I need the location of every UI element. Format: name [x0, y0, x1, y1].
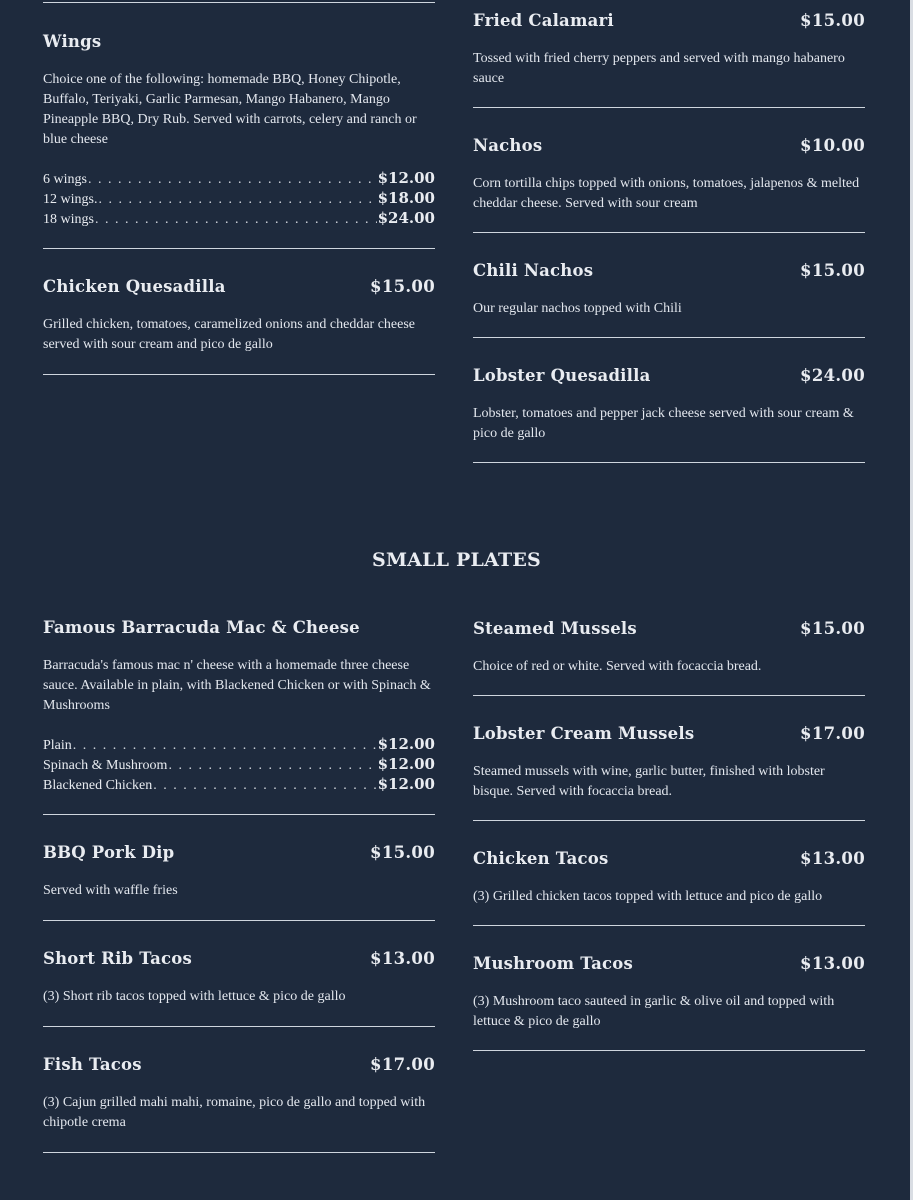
variant-name: 6 wings	[43, 172, 87, 187]
item-description: Corn tortilla chips topped with onions, tomatoes, jalapenos & melted cheddar cheese. Served with sour cream	[473, 176, 860, 211]
item-name: Chicken Quesadilla	[43, 277, 226, 296]
item-description: Choice of red or white. Served with focaccia bread.	[473, 659, 762, 674]
item-description: Lobster, tomatoes and pepper jack cheese served with sour cream & pico de gallo	[473, 406, 854, 441]
item-name: Chili Nachos	[473, 261, 594, 280]
variant-price: $12.00	[377, 775, 435, 793]
small-plates-right-column	[473, 619, 865, 1051]
item-price: $15.00	[800, 11, 865, 30]
variant-name: Plain	[43, 738, 72, 753]
dot-leader	[98, 192, 376, 208]
item-description: Our regular nachos topped with Chili	[473, 301, 682, 316]
variant-row	[43, 209, 435, 229]
menu-item-lobster-cream-mussels	[473, 724, 865, 802]
item-price: $13.00	[800, 954, 865, 973]
top-left-column	[43, 2, 435, 375]
variant-name: 12 wings.	[43, 192, 98, 207]
item-name: Lobster Quesadilla	[473, 366, 651, 385]
item-name: Short Rib Tacos	[43, 949, 192, 968]
item-description: (3) Grilled chicken tacos topped with lettuce and pico de gallo	[473, 889, 823, 904]
divider	[473, 925, 865, 926]
variant-row	[43, 735, 435, 755]
item-price: $13.00	[370, 949, 435, 968]
divider	[473, 337, 865, 338]
item-description: (3) Short rib tacos topped with lettuce & pico de gallo	[43, 989, 346, 1004]
item-description: Grilled chicken, tomatoes, caramelized onions and cheddar cheese served with sour cream and pico de gallo	[43, 317, 416, 352]
item-name: Wings	[43, 32, 102, 51]
divider	[43, 1026, 435, 1027]
dot-leader	[88, 172, 377, 188]
item-description: Barracuda's famous mac n' cheese with a homemade three cheese sauce. Available in plain, with Blackened Chicken or with Spinach & Mushrooms	[43, 658, 431, 713]
divider	[43, 1152, 435, 1153]
dot-leader	[73, 738, 377, 754]
top-right-column	[473, 11, 865, 463]
menu-item-chili-nachos	[473, 261, 865, 319]
menu-item-wings	[43, 32, 435, 229]
item-name: Chicken Tacos	[473, 849, 609, 868]
variant-price: $24.00	[377, 209, 435, 227]
variant-price: $12.00	[377, 735, 435, 753]
item-name: Lobster Cream Mussels	[473, 724, 695, 743]
menu-item-mac-and-cheese	[43, 618, 435, 795]
menu-item-fish-tacos	[43, 1055, 435, 1133]
divider	[43, 2, 435, 3]
divider	[473, 1050, 865, 1051]
item-name: BBQ Pork Dip	[43, 843, 175, 862]
item-price: $15.00	[370, 843, 435, 862]
menu-item-nachos	[473, 136, 865, 214]
variant-row	[43, 755, 435, 775]
divider	[43, 920, 435, 921]
item-description: Steamed mussels with wine, garlic butter, finished with lobster bisque. Served with focaccia bread.	[473, 764, 825, 799]
variant-price: $12.00	[377, 169, 435, 187]
small-plates-left-column	[43, 618, 435, 1153]
item-price: $10.00	[800, 136, 865, 155]
variant-row	[43, 169, 435, 189]
item-name: Famous Barracuda Mac & Cheese	[43, 618, 360, 637]
variant-name: 18 wings	[43, 212, 94, 227]
item-price: $15.00	[800, 261, 865, 280]
item-price: $24.00	[800, 366, 865, 385]
variant-name: Spinach & Mushroom	[43, 758, 168, 773]
menu-item-mushroom-tacos	[473, 954, 865, 1032]
divider	[473, 232, 865, 233]
divider	[43, 814, 435, 815]
divider	[473, 107, 865, 108]
item-price: $15.00	[800, 619, 865, 638]
variant-row	[43, 775, 435, 795]
item-name: Mushroom Tacos	[473, 954, 633, 973]
item-price: $17.00	[370, 1055, 435, 1074]
menu-item-short-rib-tacos	[43, 949, 435, 1007]
variant-row	[43, 189, 435, 209]
divider	[43, 248, 435, 249]
dot-leader	[95, 212, 377, 228]
menu-item-chicken-quesadilla	[43, 277, 435, 355]
variant-list	[43, 169, 435, 229]
item-description: Choice one of the following: homemade BBQ, Honey Chipotle, Buffalo, Teriyaki, Garlic Parmesan, Mango Habanero, Mango Pineapple BBQ, Dry Rub. Served with carrots, celery and ranch or blue cheese	[43, 72, 417, 147]
item-price: $17.00	[800, 724, 865, 743]
menu-item-fried-calamari	[473, 11, 865, 89]
item-price: $13.00	[800, 849, 865, 868]
item-description: (3) Cajun grilled mahi mahi, romaine, pico de gallo and topped with chipotle crema	[43, 1095, 426, 1130]
item-name: Nachos	[473, 136, 543, 155]
menu-item-chicken-tacos	[473, 849, 865, 907]
item-description: Tossed with fried cherry peppers and served with mango habanero sauce	[473, 51, 845, 86]
divider	[43, 374, 435, 375]
variant-price: $12.00	[377, 755, 435, 773]
variant-name: Blackened Chicken	[43, 778, 153, 793]
menu-item-bbq-pork-dip	[43, 843, 435, 901]
item-price: $15.00	[370, 277, 435, 296]
section-title-small-plates: SMALL PLATES	[372, 549, 541, 571]
divider	[473, 820, 865, 821]
item-name: Fish Tacos	[43, 1055, 142, 1074]
menu-item-steamed-mussels	[473, 619, 865, 677]
item-name: Fried Calamari	[473, 11, 614, 30]
divider	[473, 695, 865, 696]
item-description: Served with waffle fries	[43, 883, 178, 898]
item-name: Steamed Mussels	[473, 619, 637, 638]
dot-leader	[153, 778, 376, 794]
variant-list	[43, 735, 435, 795]
variant-price: $18.00	[377, 189, 435, 207]
item-description: (3) Mushroom taco sauteed in garlic & olive oil and topped with lettuce & pico de gallo	[473, 994, 835, 1029]
divider	[473, 462, 865, 463]
menu-item-lobster-quesadilla	[473, 366, 865, 444]
dot-leader	[168, 758, 376, 774]
